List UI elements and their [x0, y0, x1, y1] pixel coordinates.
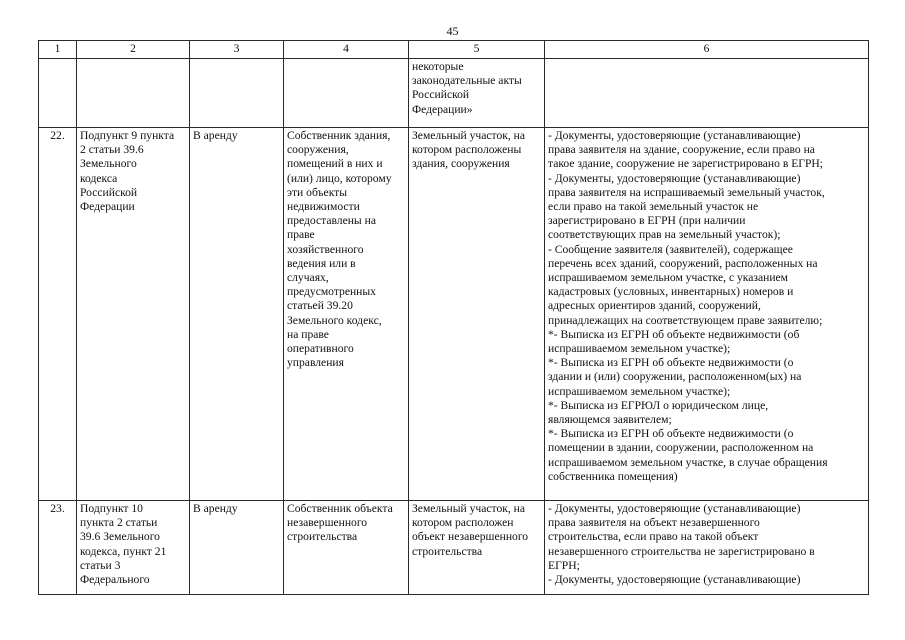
row-number: 23.: [50, 502, 65, 515]
right-type-cell: [190, 501, 284, 595]
column-header-6: 6: [545, 41, 869, 59]
land-plot-cell: [409, 59, 545, 128]
land-plot-text: Земельный участок, на котором расположен объект незавершенного строительства: [412, 502, 529, 558]
basis-cell: [77, 501, 190, 595]
right-type-cell: [190, 128, 284, 501]
basis-text: Подпункт 10 пункта 2 статьи 39.6 Земельного кодекса, пункт 21 статьи 3 Федерального: [80, 502, 167, 587]
land-plot-cell: [409, 501, 545, 595]
right-type-text: В аренду: [193, 502, 238, 515]
documents-text: - Документы, удостоверяющие (устанавливающие) права заявителя на объект незавершенного строительства, если право на такой объект незавершенного строительства не зарегистрировано в ЕГРН; - Документы, удостоверяющие (устанавливающие): [548, 502, 815, 587]
right-type-text: В аренду: [193, 129, 238, 142]
applicant-cell: [284, 59, 409, 128]
column-header-4: 4: [284, 41, 409, 59]
row-number: 22.: [50, 129, 65, 142]
row-number-cell: [39, 501, 77, 595]
applicant-cell: [284, 501, 409, 595]
documents-cell: [545, 59, 869, 128]
table-row-continuation: [39, 59, 869, 128]
documents-cell: [545, 501, 869, 595]
applicant-text: Собственник здания, сооружения, помещений в них и (или) лицо, которому эти объекты недвижимости предоставлены на праве хозяйственного ведения или в случаях, предусмотренных статьей 39.20 Земельного кодекс, на праве оперативного управления: [287, 129, 392, 370]
documents-cell: [545, 128, 869, 501]
column-number-row: [39, 41, 869, 59]
table-row-23: [39, 501, 869, 595]
basis-cell: [77, 59, 190, 128]
table-row-22: [39, 128, 869, 501]
documents-text: - Документы, удостоверяющие (устанавливающие) права заявителя на здание, сооружение, если право на такое здание, сооружение не зарегистрировано в ЕГРН; - Документы, удостоверяющие (устанавливающие) права заявителя на испрашиваемый земельный участок, если право на такой земельный участок не зарегистрировано в ЕГРН (при наличии соответствующих прав на земельный участок); - Сообщение заявителя (заявителей), содержащее перечень всех зданий, сооружений, расположенных на испрашиваемом земельном участке, с указанием кадастровых (условных, инвентарных) номеров и адресных ориентиров зданий, сооружений, принадлежащих на соответствующем праве заявителю; *- Выписка из ЕГРН об объекте недвижимости (об испрашиваемом земельном участке); *- Выписка из ЕГРН об объекте недвижимости (о здании и (или) сооружении, расположенном(ых) на испрашиваемом земельном участке); *- Выписка из ЕГРЮЛ о юридическом лице, являющемся заявителем; *- Выписка из ЕГРН об объекте недвижимости (о помещении в здании, сооружении, расположенном на испрашиваемом земельном участке, в случае обращения собственника помещения): [548, 129, 828, 483]
document-table: [38, 40, 869, 595]
column-header-2: 2: [77, 41, 190, 59]
column-header-1: 1: [39, 41, 77, 59]
land-plot-cell: [409, 128, 545, 501]
basis-cell: [77, 128, 190, 501]
page-number: 45: [446, 24, 459, 38]
row-number-cell: [39, 59, 77, 128]
applicant-cell: [284, 128, 409, 501]
right-type-cell: [190, 59, 284, 128]
applicant-text: Собственник объекта незавершенного строительства: [287, 502, 393, 544]
row-number-cell: [39, 128, 77, 501]
column-header-3: 3: [190, 41, 284, 59]
basis-text: Подпункт 9 пункта 2 статьи 39.6 Земельного кодекса Российской Федерации: [80, 129, 175, 214]
column-header-5: 5: [409, 41, 545, 59]
land-plot-text: некоторые законодательные акты Российской Федерации»: [412, 60, 522, 116]
land-plot-text: Земельный участок, на котором расположены здания, сооружения: [412, 129, 526, 171]
